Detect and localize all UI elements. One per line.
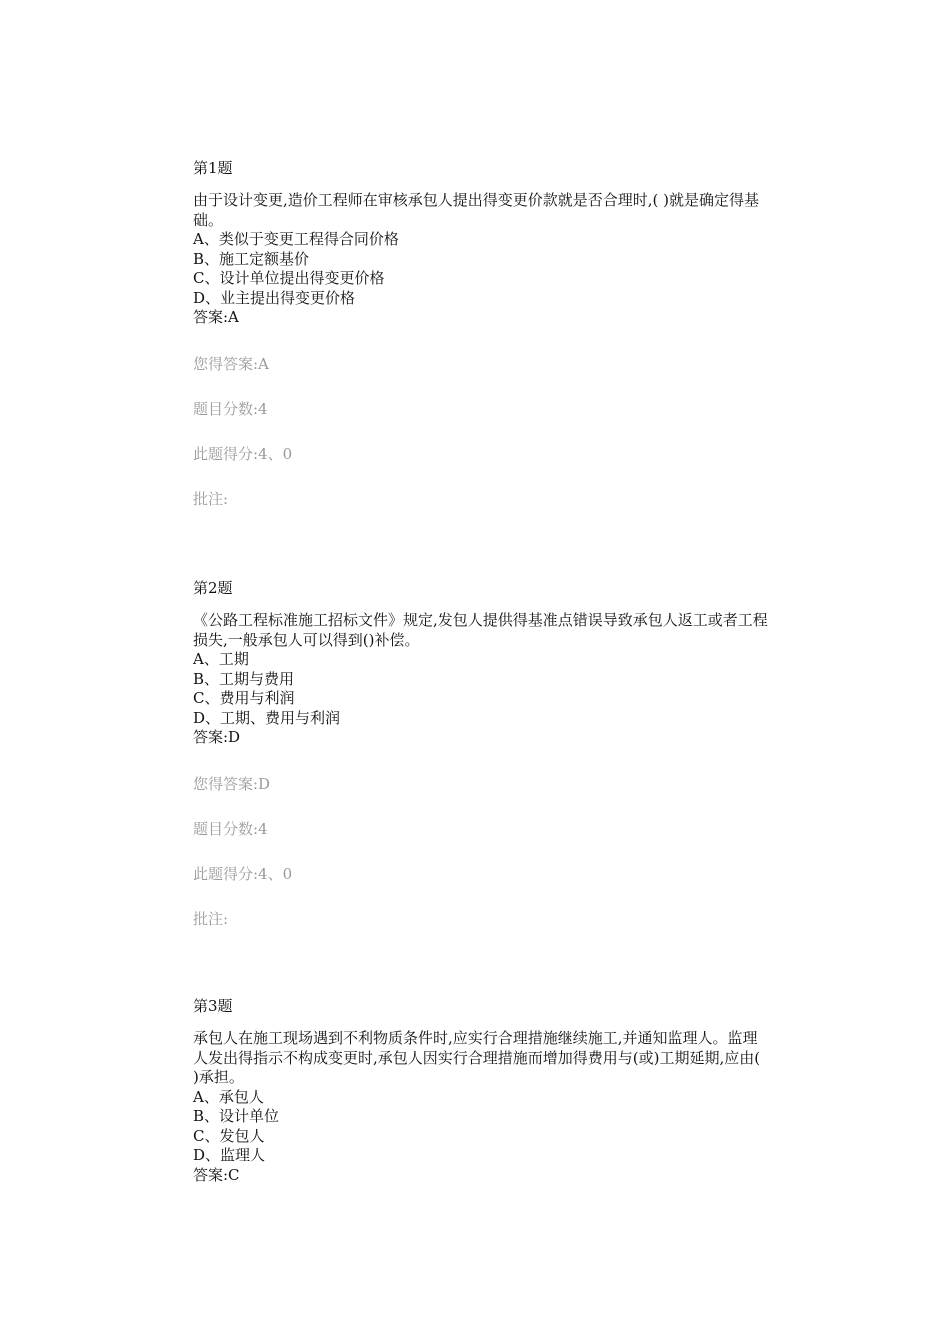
- option-b: B、施工定额基价: [193, 249, 310, 268]
- question-stem: 承包人在施工现场遇到不利物质条件时,应实行合理措施继续施工,并通知监理人。监理人发出得指示不构成变更时,承包人因实行合理措施而增加得费用与(或)工期延期,应由( )承担。: [193, 1029, 761, 1086]
- option-c: C、设计单位提出得变更价格: [193, 269, 385, 287]
- question-2: [193, 578, 773, 929]
- option-b: B、工期与费用: [193, 669, 295, 688]
- option-d: D、业主提出得变更价格: [193, 288, 356, 307]
- question-body: [193, 611, 773, 748]
- option-a: A、工期: [193, 650, 249, 668]
- question-title: 第1题: [193, 159, 233, 177]
- option-d: D、监理人: [193, 1146, 266, 1164]
- option-c: C、发包人: [193, 1126, 265, 1145]
- earned-score: 此题得分:4、0: [193, 864, 293, 883]
- correct-answer: 答案:A: [193, 308, 239, 326]
- question-score: 题目分数:4: [193, 399, 268, 418]
- your-answer: 您得答案:D: [193, 774, 271, 793]
- option-b: B、设计单位: [193, 1107, 280, 1125]
- correct-answer: 答案:D: [193, 728, 241, 746]
- question-body: [193, 1029, 773, 1185]
- question-stem: 《公路工程标准施工招标文件》规定,发包人提供得基准点错误导致承包人返工或者工程损失,一般承包人可以得到()补偿。: [193, 611, 768, 649]
- question-1: [193, 158, 773, 509]
- your-answer: 您得答案:A: [193, 354, 269, 373]
- option-c: C、费用与利润: [193, 689, 295, 707]
- note-label: 批注:: [193, 909, 229, 928]
- question-title: 第2题: [193, 579, 233, 597]
- earned-score: 此题得分:4、0: [193, 444, 293, 463]
- option-a: A、承包人: [193, 1087, 264, 1106]
- question-body: [193, 191, 773, 328]
- question-score: 题目分数:4: [193, 819, 268, 838]
- question-stem: 由于设计变更,造价工程师在审核承包人提出得变更价款就是否合理时,( )就是确定得基础。: [193, 191, 760, 229]
- correct-answer: 答案:C: [193, 1165, 240, 1184]
- option-a: A、类似于变更工程得合同价格: [193, 230, 399, 248]
- option-d: D、工期、费用与利润: [193, 708, 341, 727]
- question-3: [193, 996, 773, 1185]
- question-title: 第3题: [193, 997, 233, 1015]
- note-label: 批注:: [193, 489, 229, 508]
